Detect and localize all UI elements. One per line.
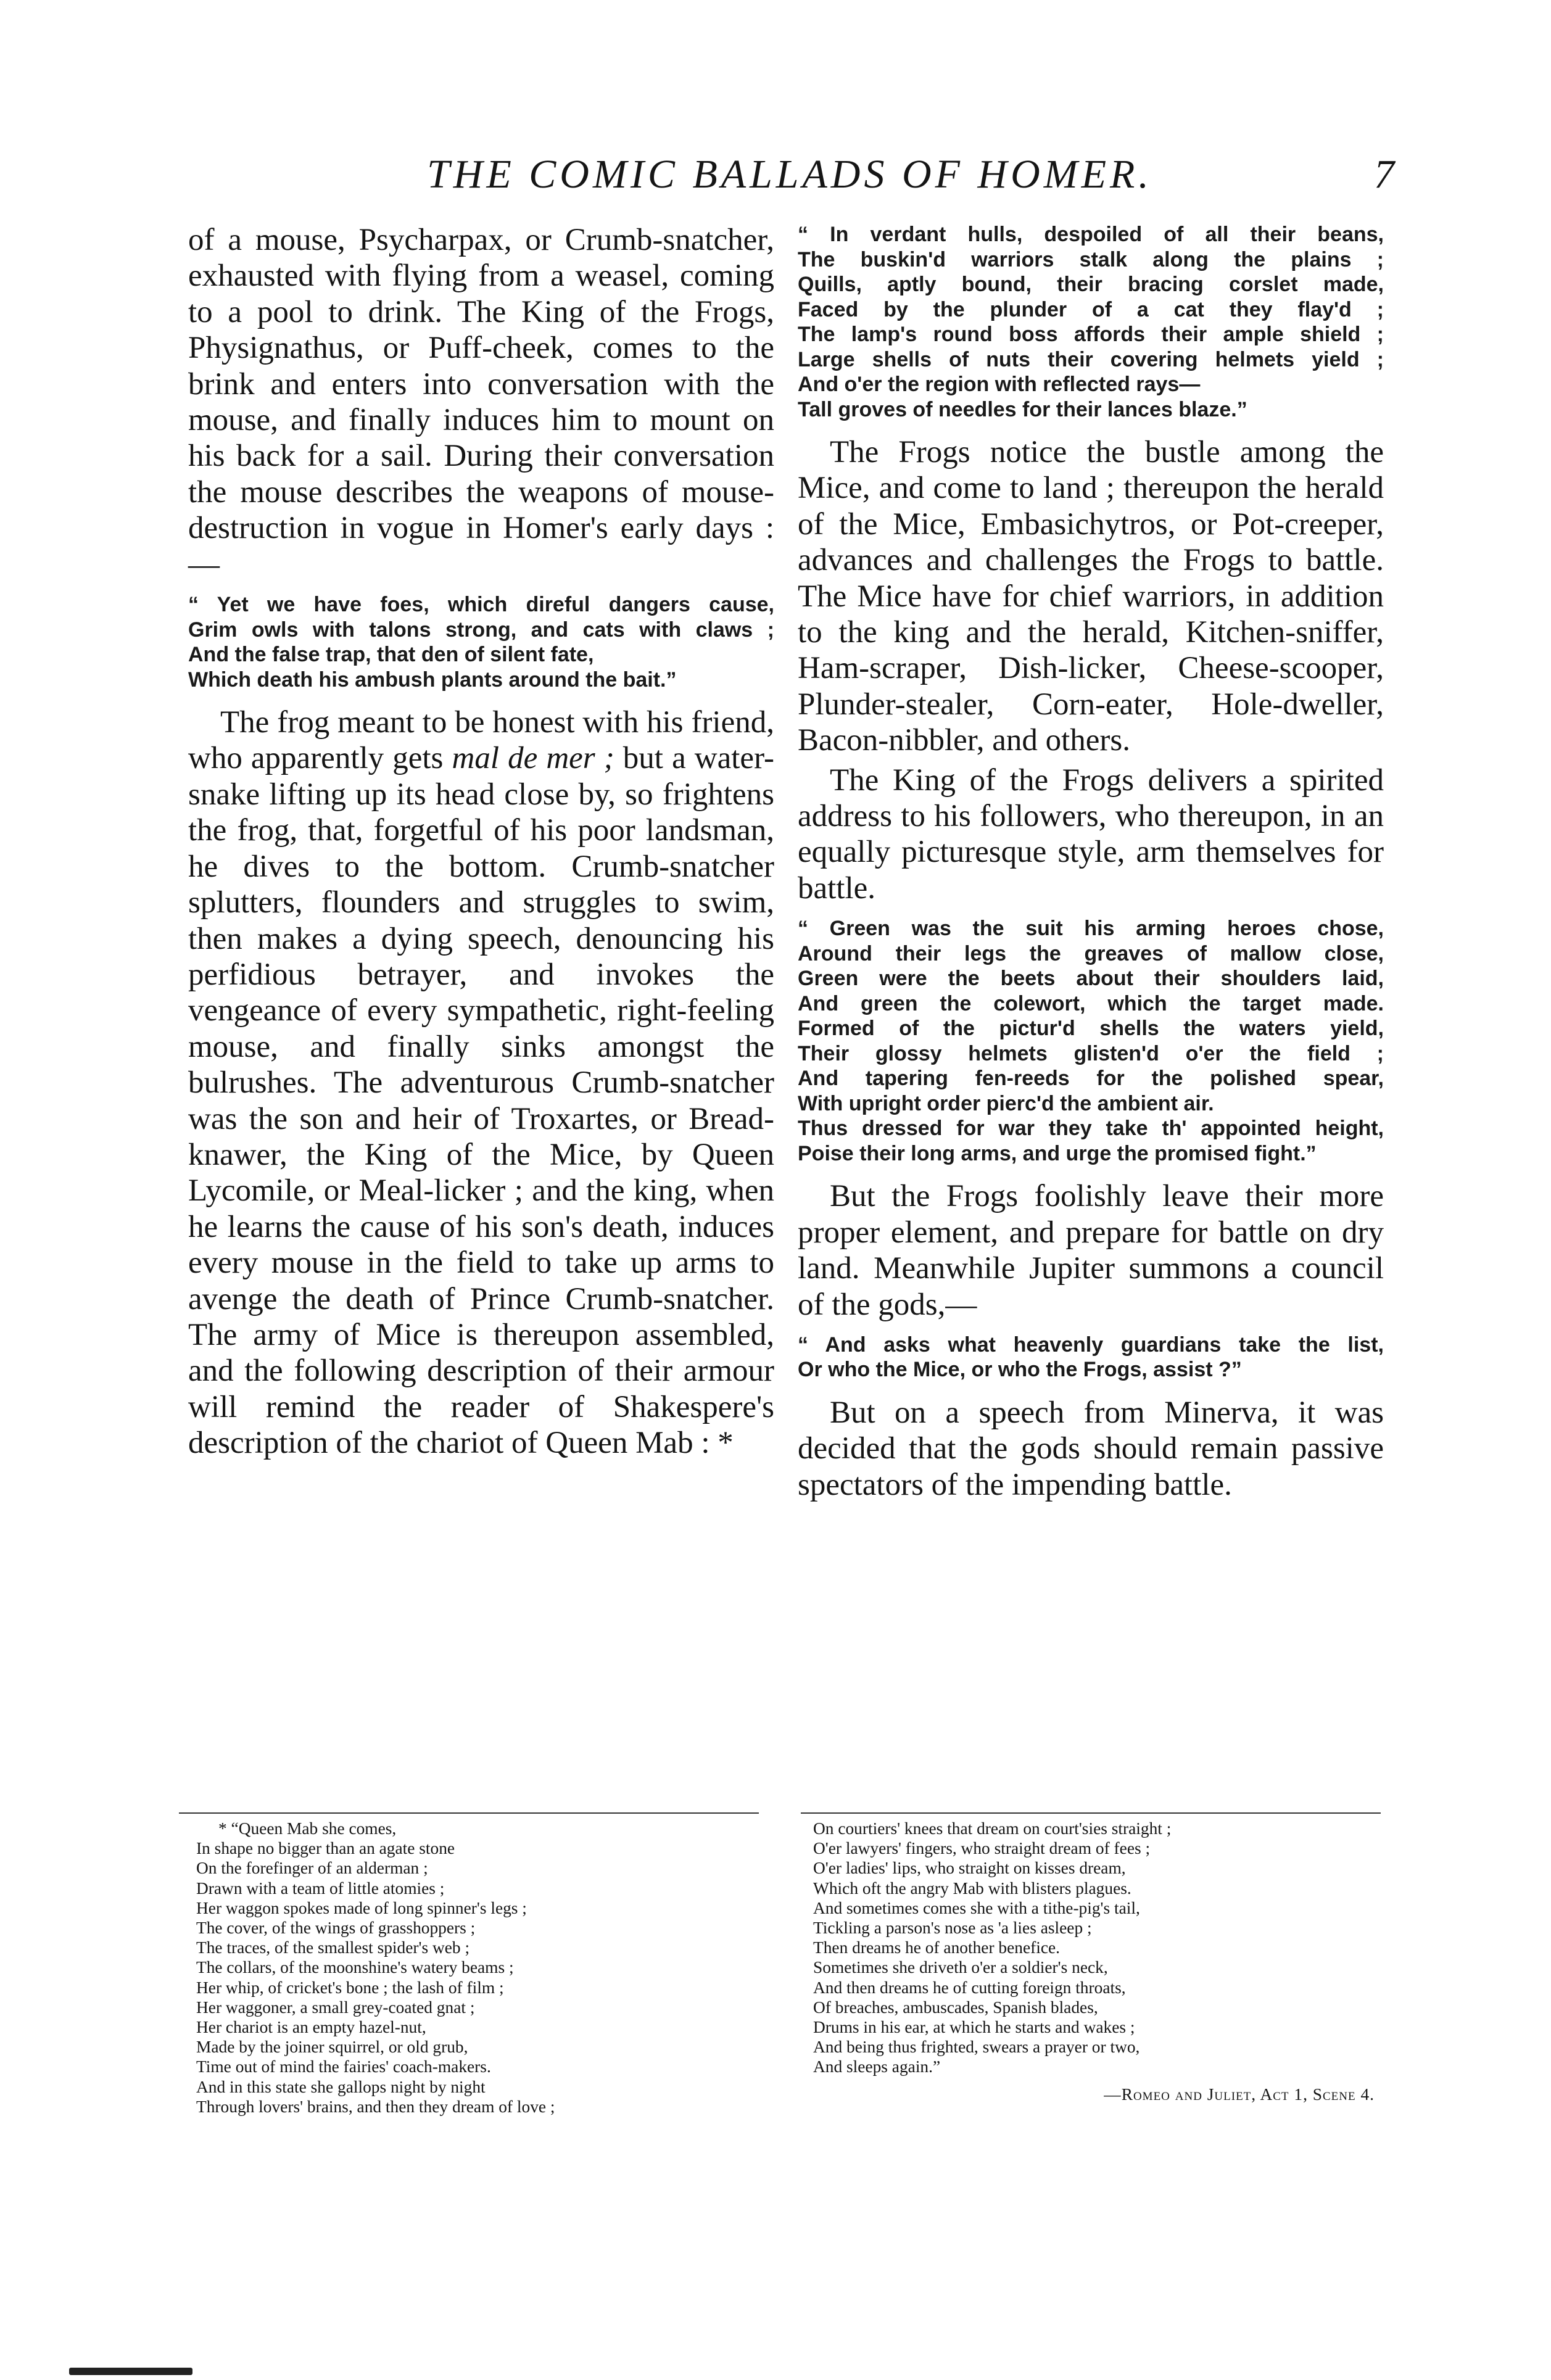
footnote-rule-left <box>179 1812 759 1814</box>
footnote-line: O'er lawyers' fingers, who straight dream of fees ; <box>813 1839 1151 1858</box>
paragraph-6: But on a speech from Minerva, it was decided that the gods should remain passive spectators of the impending battle. <box>798 1395 1384 1502</box>
footnote-line: Time out of mind the fairies' coach-makers. <box>196 2057 491 2076</box>
footnote-line: The collars, of the moonshine's watery beams ; <box>196 1958 514 1977</box>
verse-quote-jupiter <box>798 1333 1384 1382</box>
paragraph-1: of a mouse, Psycharpax, or Crumb-snatcher, exhausted with flying from a weasel, coming to a pool to drink. The King of the Frogs, Physignathus, or Puff-cheek, comes to the brink and enters into conversation with the mouse, and finally induces him to mount on his back for a sail. During their conversation the mouse describes the weapons of mouse-destruction in vogue in Homer's early days :— <box>188 223 774 582</box>
paragraph-2 <box>188 704 774 1461</box>
running-header <box>185 153 1394 196</box>
verse-line: The lamp's round boss affords their ample shield ; <box>798 323 1384 346</box>
verse-line: And the false trap, that den of silent fate, <box>188 643 594 667</box>
footnote-line: Sometimes she driveth o'er a soldier's neck, <box>813 1958 1108 1977</box>
ink-smear <box>69 2368 192 2375</box>
verse-line: Tall groves of needles for their lances blaze.” <box>798 397 1247 421</box>
footnote-line: Her chariot is an empty hazel-nut, <box>196 2018 426 2037</box>
footnote-line: Made by the joiner squirrel, or old grub, <box>196 2038 468 2057</box>
footnote-right <box>813 1819 1399 2104</box>
page-number: 7 <box>1374 152 1394 197</box>
footnote-line: O'er ladies' lips, who straight on kisses dream, <box>813 1859 1126 1878</box>
footnote-line: In shape no bigger than an agate stone <box>196 1839 455 1858</box>
footnote-line: Drawn with a team of little atomies ; <box>196 1878 445 1898</box>
paragraph-5: But the Frogs foolishly leave their more proper element, and prepare for battle on dry land. Meanwhile Jupiter summons a council of the gods,— <box>798 1179 1384 1322</box>
footnote-line: And then dreams he of cutting foreign throats, <box>813 1978 1126 1997</box>
footnote-line: Of breaches, ambuscades, Spanish blades, <box>813 1998 1098 2017</box>
right-column <box>798 222 1384 1503</box>
verse-line: Grim owls with talons strong, and cats with claws ; <box>188 618 774 642</box>
verse-line: “ Yet we have foes, which direful dangers cause, <box>188 593 774 617</box>
verse-line: Their glossy helmets glisten'd o'er the field ; <box>798 1041 1384 1065</box>
verse-line: “ And asks what heavenly guardians take the list, <box>798 1333 1384 1357</box>
verse-line: The buskin'd warriors stalk along the plains ; <box>798 247 1384 271</box>
verse-line: With upright order pierc'd the ambient air. <box>798 1091 1214 1115</box>
footnote-left <box>196 1819 782 2117</box>
verse-line: Large shells of nuts their covering helmets yield ; <box>798 347 1384 371</box>
verse-line: And tapering fen-reeds for the polished spear, <box>798 1067 1384 1091</box>
italic-phrase: mal de mer ; <box>452 741 614 776</box>
footnote-line: And in this state she gallops night by night <box>196 2077 486 2096</box>
verse-line: “ In verdant hulls, despoiled of all their beans, <box>798 223 1384 246</box>
verse-line: Around their legs the greaves of mallow close, <box>798 941 1384 965</box>
verse-line: And green the colewort, which the target made. <box>798 991 1384 1015</box>
running-title: THE COMIC BALLADS OF HOMER. <box>427 152 1152 197</box>
footnote-line: Tickling a parson's nose as 'a lies asleep ; <box>813 1919 1092 1938</box>
paragraph-2-start: The frog meant to be honest with his friend, who apparently gets <box>188 705 774 776</box>
footnote-rule-right <box>801 1812 1381 1814</box>
footnote-line: Her waggoner, a small grey-coated gnat ; <box>196 1998 475 2017</box>
verse-line: Formed of the pictur'd shells the waters yield, <box>798 1017 1384 1041</box>
verse-quote-foes <box>188 592 774 692</box>
verse-line: Quills, aptly bound, their bracing corslet made, <box>798 273 1384 296</box>
paragraph-2-rest: but a water-snake lifting up its head close by, so frightens the frog, that, forgetful of his poor landsman, he dives to the bottom. Crumb-snatcher splutters, flounders and struggles to swim, then makes a dying speech, denouncing his perfidious betrayer, and invokes the vengeance of every sympathetic, right-feeling mouse, and finally sinks amongst the bulrushes. The adventurous Crumb-snatcher was the son and heir of Troxartes, or Bread-knawer, the King of the Mice, by Queen Lycomile, or Meal-licker ; and the king, when he learns the cause of his son's death, induces every mouse in the field to take up arms to avenge the death of Prince Crumb-snatcher. The army of Mice is thereupon assembled, and the following description of their armour will remind the reader of Shakespere's description of the chariot of Queen Mab : * <box>188 741 775 1461</box>
verse-line: Faced by the plunder of a cat they flay'd ; <box>798 297 1384 321</box>
footnote-line: On courtiers' knees that dream on court'sies straight ; <box>813 1819 1172 1838</box>
verse-line: Which death his ambush plants around the bait.” <box>188 667 677 692</box>
verse-quote-frog-armour <box>798 916 1384 1166</box>
footnote-line: Drums in his ear, at which he starts and wakes ; <box>813 2018 1135 2037</box>
verse-line: Thus dressed for war they take th' appointed height, <box>798 1117 1384 1141</box>
footnote-line: Her waggon spokes made of long spinner's legs ; <box>196 1898 527 1917</box>
footnote-line: Which oft the angry Mab with blisters plagues. <box>813 1878 1131 1898</box>
footnote-line: * “Queen Mab she comes, <box>218 1819 397 1838</box>
footnote-line: And sometimes comes she with a tithe-pig's tail, <box>813 1898 1140 1917</box>
paragraph-4: The King of the Frogs delivers a spirited address to his followers, who thereupon, in an equally picturesque style, arm themselves for battle. <box>798 762 1384 906</box>
footnote-line: The traces, of the smallest spider's web ; <box>196 1938 470 1957</box>
verse-line: And o'er the region with reflected rays— <box>798 373 1201 396</box>
footnote-line: Then dreams he of another benefice. <box>813 1938 1061 1957</box>
footnote-line: Through lovers' brains, and then they dream of love ; <box>196 2097 555 2116</box>
verse-line: Poise their long arms, and urge the promised fight.” <box>798 1141 1317 1165</box>
footnote-line: And being thus frighted, swears a prayer or two, <box>813 2038 1140 2057</box>
footnote-attribution: —Romeo and Juliet, Act 1, Scene 4. <box>1104 2085 1375 2104</box>
footnote-line: On the forefinger of an alderman ; <box>196 1859 428 1878</box>
left-column <box>188 222 774 1461</box>
paragraph-3: The Frogs notice the bustle among the Mice, and come to land ; thereupon the herald of the Mice, Embasichytros, or Pot-creeper, advances and challenges the Frogs to battle. The Mice have for chief warriors, in addition to the king and the herald, Kitchen-sniffer, Ham-scraper, Dish-licker, Cheese-scooper, Plunder-stealer, Corn-eater, Hole-dweller, Bacon-nibbler, and others. <box>798 435 1384 758</box>
footnote-line: And sleeps again.” <box>813 2057 941 2076</box>
verse-line: “ Green was the suit his arming heroes chose, <box>798 917 1384 941</box>
verse-line: Green were the beets about their shoulders laid, <box>798 967 1384 991</box>
verse-line: Or who the Mice, or who the Frogs, assist ?” <box>798 1358 1242 1382</box>
footnote-line: Her whip, of cricket's bone ; the lash of film ; <box>196 1978 504 1997</box>
verse-quote-armour <box>798 222 1384 422</box>
footnote-line: The cover, of the wings of grasshoppers ; <box>196 1919 476 1938</box>
